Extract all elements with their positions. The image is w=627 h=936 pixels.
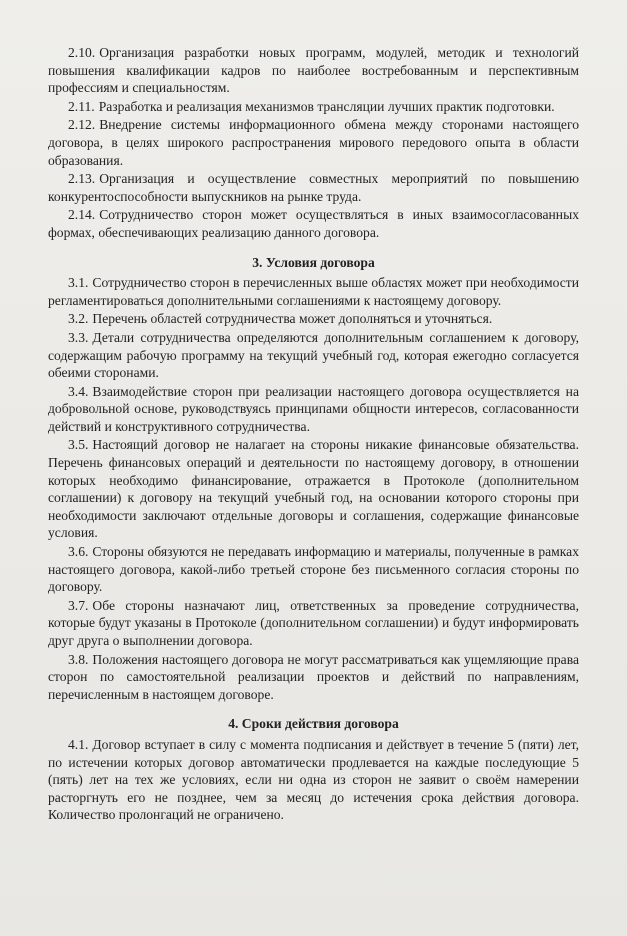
clause-text: Организация разработки новых программ, модулей, методик и технологий повышения квалификации кадров по наиболее востребованным и перспективным профессиям и специальностям.: [48, 45, 579, 96]
clause-number: 2.14.: [68, 207, 96, 223]
clause-number: 3.1.: [68, 275, 89, 291]
clause-number: 2.11.: [68, 98, 95, 114]
clause-number: 3.6.: [68, 544, 89, 560]
clause-number: 2.10.: [68, 45, 96, 60]
clause-text: Положения настоящего договора не могут рассматриваться как ущемляющие права сторон по самостоятельной реализации проектов и действий по направлениям, перечисленным в настоящем договоре.: [48, 651, 579, 702]
clause-number: 3.4.: [68, 383, 89, 399]
clause-number: 3.3.: [68, 329, 89, 345]
clause-text: Стороны обязуются не передавать информацию и материалы, полученные в рамках настоящего договора, какой-либо третьей стороне без письменного согласия стороны по договору.: [48, 544, 579, 595]
clause-2-10: [48, 44, 579, 97]
clause-3-2: [48, 310, 579, 328]
clause-text: Детали сотрудничества определяются дополнительным соглашением к договору, содержащим рабочую программу на текущий учебный год, которая ежегодно согласуется обеими сторонами.: [48, 329, 579, 381]
clause-3-6: [48, 543, 579, 596]
clause-text: Настоящий договор не налагает на стороны никакие финансовые обязательства. Перечень финансовых операций и деятельности по настоящему договору, в отношении которых необходимо финансирование, отражается в Протоколе (дополнительном соглашении) к договору на текущий учебный год, на основании которого стороны при необходимости заключают отдельные договоры и соглашения, содержащие финансовые условия.: [48, 437, 579, 541]
clause-text: Организация и осуществление совместных мероприятий по повышению конкурентоспособности выпускников на рынке труда.: [48, 171, 579, 204]
clause-text: Взаимодействие сторон при реализации настоящего договора осуществляется на добровольной основе, руководствуясь принципами общности интересов, согласованности действий и конструктивного сотрудничества.: [48, 383, 579, 434]
clause-number: 3.5.: [68, 437, 89, 453]
clause-number: 3.8.: [68, 651, 89, 667]
clause-3-7: [48, 597, 579, 650]
clause-3-5: [48, 436, 579, 542]
clause-text: Сотрудничество сторон в перечисленных выше областях может при необходимости регламентироваться дополнительными соглашениями к настоящему договору.: [48, 275, 579, 308]
clause-text: Внедрение системы информационного обмена между сторонами настоящего договора, в целях широкого распространения мирового передового опыта в области образования.: [48, 117, 579, 168]
clause-2-13: [48, 170, 579, 205]
clause-number: 3.2.: [68, 311, 89, 327]
clause-3-4: [48, 383, 579, 436]
clause-3-3: [48, 329, 579, 382]
clause-text: Обе стороны назначают лиц, ответственных за проведение сотрудничества, которые будут указаны в Протоколе (дополнительном соглашении) и будут информировать друг друга о выполнении договора.: [48, 597, 579, 648]
clause-text: Сотрудничество сторон может осуществляться в иных взаимосогласованных формах, обеспечивающих реализацию данного договора.: [48, 207, 579, 240]
clause-text: Разработка и реализация механизмов трансляции лучших практик подготовки.: [98, 98, 555, 114]
clause-4-1: [48, 736, 579, 824]
clause-text: Договор вступает в силу с момента подписания и действует в течение 5 (пяти) лет, по истечении которых договор автоматически продлевается на каждые последующие 5 (пять) лет на тех же условиях, если ни одна из сторон не заявит о своём намерении расторгнуть его не позднее, чем за месяц до истечения срока действия договора. Количество пролонгаций не ограничено.: [48, 736, 579, 823]
clause-text: Перечень областей сотрудничества может дополняться и уточняться.: [92, 311, 493, 327]
clause-3-1: [48, 274, 579, 309]
section-3-title: 3. Условия договора: [252, 254, 375, 270]
clause-number: 2.12.: [68, 117, 96, 133]
clause-2-12: [48, 116, 579, 169]
clause-number: 3.7.: [68, 597, 89, 613]
clause-number: 4.1.: [68, 736, 89, 752]
clause-2-11: [48, 98, 579, 116]
section-4-title: 4. Сроки действия договора: [228, 716, 399, 732]
clause-3-8: [48, 651, 579, 704]
clause-2-14: [48, 206, 579, 241]
clause-number: 2.13.: [68, 171, 96, 187]
